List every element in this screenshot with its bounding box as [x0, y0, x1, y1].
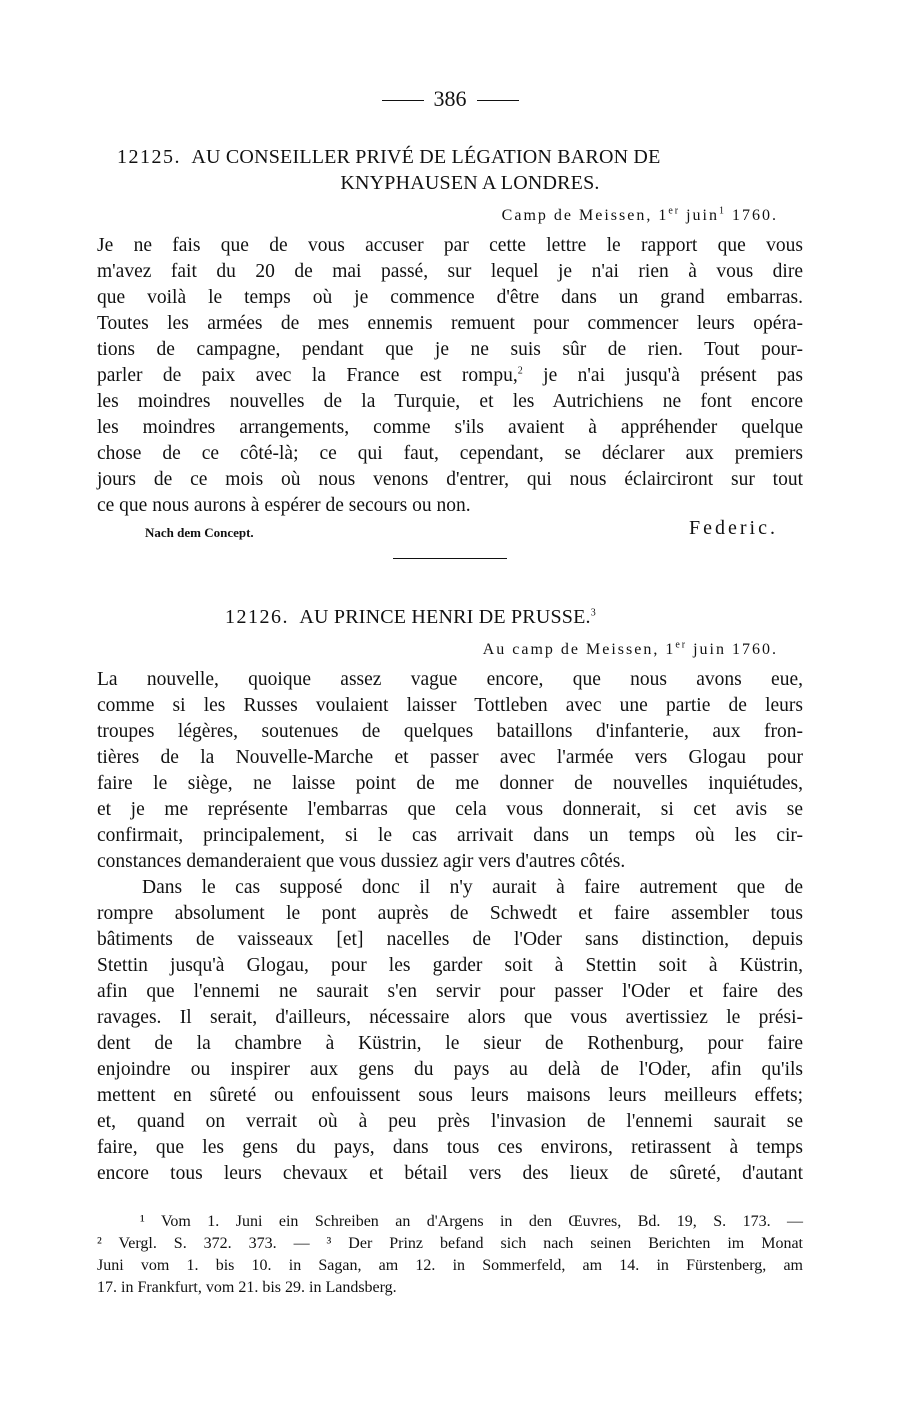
letter1-dateline: [502, 203, 778, 229]
footnote-text: ² Vergl. S. 372. 373. — ³ Der Prinz befand sich nach seinen Berichten im Monat: [97, 1235, 803, 1252]
letter1-heading-line2: [0, 170, 900, 196]
letter1-body-text: Je ne fais que de vous accuser par cette lettre le rapport que vous: [97, 235, 803, 256]
letter2-body-line: [97, 771, 803, 797]
letter2-title: AU PRINCE HENRI DE PRUSSE.: [299, 606, 591, 628]
letter1-body-text: ce que nous aurons à espérer de secours ou non.: [97, 495, 471, 516]
letter2-body-text: et, quand on verrait où à peu près l'invasion de l'ennemi saurait se: [97, 1111, 803, 1132]
letter1-body-line: [97, 337, 803, 363]
letter2-body-text: dent de la chambre à Küstrin, le sieur de Rothenburg, pour faire: [97, 1033, 803, 1054]
footnote-ref-1: 1: [719, 205, 726, 217]
letter1-body-text: m'avez fait du 20 de mai passé, sur lequel je n'ai rien à vous dire: [97, 261, 803, 282]
letter1-body-text: parler de paix avec la France est rompu,: [97, 365, 518, 386]
letter2-body-text: Dans le cas supposé donc il n'y aurait à faire autrement que de: [142, 877, 803, 898]
letter2-body-text: rompre absolument le pont auprès de Schwedt et faire assembler tous: [97, 903, 803, 924]
letter1-body-text: les moindres arrangements, comme s'ils avaient à appréhender quelque: [97, 417, 803, 438]
letter2-dateline: [483, 637, 778, 663]
letter2-body-text: encore tous leurs chevaux et bétail vers des lieux de sûreté, d'autant: [97, 1163, 803, 1184]
letter2-dateline-place: Au camp de Meissen,: [482, 641, 660, 658]
letter2-body-text: Stettin jusqu'à Glogau, pour les garder soit à Stettin soit à Küstrin,: [97, 955, 803, 976]
footnote-line: [97, 1256, 803, 1276]
footnote-line: [140, 1212, 803, 1232]
letter1-signature: Federic.: [689, 517, 778, 539]
page-number-dash-right: [477, 100, 519, 101]
letter2-body-text: troupes légères, soutenues de quelques bataillons d'infanterie, aux fron-: [97, 721, 803, 742]
footnote-text: ¹ Vom 1. Juni ein Schreiben an d'Argens in den Œuvres, Bd. 19, S. 173. —: [140, 1213, 803, 1230]
footnote-ref-2: 2: [517, 365, 523, 377]
letter2-body-text: enjoindre ou inspirer aux gens du pays au delà de l'Oder, afin qu'ils: [97, 1059, 803, 1080]
letter2-body-text: bâtiments de vaisseaux [et] nacelles de l'Oder sans distinction, depuis: [97, 929, 803, 950]
footnote-text: 17. in Frankfurt, vom 21. bis 29. in Landsberg.: [97, 1279, 397, 1296]
letter2-body-line: [97, 927, 803, 953]
footnote-ref-3: 3: [590, 607, 596, 619]
letter1-body-line: [97, 311, 803, 337]
letter1-dateline-place: Camp de Meissen,: [501, 207, 653, 224]
letter1-body-line: [97, 389, 803, 415]
letter2-body-line: [97, 1031, 803, 1057]
letter2-body-text: afin que l'ennemi ne saurait s'en servir pour passer l'Oder et faire des: [97, 981, 803, 1002]
letter1-source-note: Nach dem Concept.: [145, 525, 254, 540]
letter2-body-text: confirmait, principalement, si le cas arrivait dans un temps où les cir-: [97, 825, 803, 846]
letter1-body-text: chose de ce côté-là; ce qui faut, cependant, se déclarer aux premiers: [97, 443, 803, 464]
letter2-body-text: ravages. Il serait, d'ailleurs, nécessaire alors que vous avertissiez le prési-: [97, 1007, 803, 1028]
letter1-body-text: les moindres nouvelles de la Turquie, et les Autrichiens ne font encore: [97, 391, 803, 412]
letter2-body-line: [97, 1057, 803, 1083]
letter2-body-text: La nouvelle, quoique assez vague encore, que nous avons eue,: [97, 669, 803, 690]
letter2-body-line: [97, 1083, 803, 1109]
letter2-body-line: [97, 1005, 803, 1031]
letter2-body-line: [97, 745, 803, 771]
letter2-body-text: constances demanderaient que vous dussiez agir vers d'autres côtés.: [97, 851, 626, 872]
letter1-title-line2: KNYPHAUSEN A LONDRES.: [340, 172, 600, 194]
page-number-dash-left: [382, 100, 424, 101]
letter2-body-line: [97, 953, 803, 979]
letter2-body-line: [97, 823, 803, 849]
letter1-title-line1: AU CONSEILLER PRIVÉ DE LÉGATION BARON DE: [191, 146, 661, 168]
letter1-body-text: que voilà le temps où je commence d'être dans un grand embarras.: [97, 287, 803, 308]
letter2-body-line: [97, 693, 803, 719]
letter2-body-text: et je me représente l'embarras que cela vous donnerait, si cet avis se: [97, 799, 803, 820]
letter2-body-line: [142, 875, 803, 901]
letter1-dateline-year: 1760.: [732, 207, 778, 224]
letter1-body-line: [97, 285, 803, 311]
letter1-body-line: [97, 493, 471, 519]
letter1-body-text: tions de campagne, pendant que je ne suis sûr de rien. Tout pour-: [97, 339, 803, 360]
letter2-body-line: [97, 797, 803, 823]
letter2-heading: [225, 604, 596, 630]
letter2-body-text: faire le siège, ne laisse point de me donner de nouvelles inquiétudes,: [97, 773, 803, 794]
letter2-body-line: [97, 719, 803, 745]
letter2-dateline-rest: juin 1760.: [693, 641, 778, 658]
letter2-body-text: faire, que les gens du pays, dans tous ces environs, retirassent à temps: [97, 1137, 803, 1158]
letter1-number: 12125.: [117, 146, 181, 168]
letter1-dateline-day: 1: [658, 207, 669, 224]
letter2-body-text: tières de la Nouvelle-Marche et passer avec l'armée vers Glogau pour: [97, 747, 803, 768]
footnote-line: [97, 1278, 397, 1298]
letter2-body-line: [97, 667, 803, 693]
letter2-body-text: mettent en sûreté ou enfouissent sous leurs maisons leurs meilleurs effets;: [97, 1085, 803, 1106]
letter1-body-line: [97, 233, 803, 259]
letter2-body-line: [97, 901, 803, 927]
letter2-body-line: [97, 1109, 803, 1135]
letter1-body-line: [97, 259, 803, 285]
page-number: [0, 86, 900, 112]
letter2-body-line: [97, 1135, 803, 1161]
letter1-body-line: [97, 441, 803, 467]
letter2-body-line: [97, 979, 803, 1005]
letter1-heading-line1: [117, 144, 661, 170]
section-separator: [393, 558, 507, 559]
letter1-dateline-month: juin: [686, 207, 719, 224]
page-number-text: 386: [433, 86, 467, 111]
letter1-body-line: [97, 363, 803, 389]
letter1-body-line: [97, 415, 803, 441]
letter1-body-text: jours de ce mois où nous venons d'entrer, qui nous éclairciront sur tout: [97, 469, 803, 490]
letter1-body-line: [97, 467, 803, 493]
letter1-body-text: je n'ai jusqu'à présent pas: [522, 365, 804, 386]
footnote-line: [97, 1234, 803, 1254]
letter1-body-text: Toutes les armées de mes ennemis remuent pour commencer leurs opéra-: [97, 313, 803, 334]
letter1-dateline-day-sup: er: [668, 205, 681, 217]
footnote-text: Juni vom 1. bis 10. in Sagan, am 12. in Sommerfeld, am 14. in Fürstenberg, am: [97, 1257, 803, 1274]
letter2-dateline-day: 1: [665, 641, 676, 658]
letter2-number: 12126.: [225, 606, 289, 628]
letter2-body-text: comme si les Russes voulaient laisser Tottleben avec une partie de leurs: [97, 695, 803, 716]
letter2-body-line: [97, 1161, 803, 1187]
letter2-body-line: [97, 849, 625, 875]
letter2-dateline-day-sup: er: [675, 639, 688, 651]
